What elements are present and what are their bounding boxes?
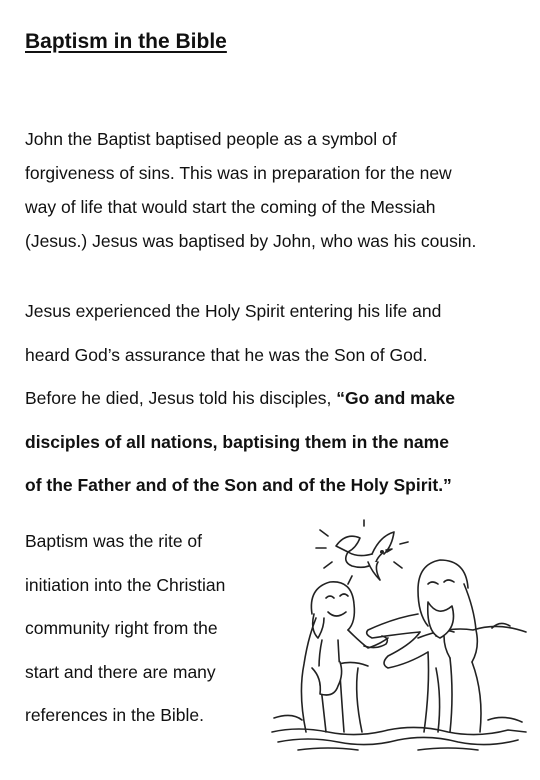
paragraph-line: start and there are many bbox=[25, 661, 216, 682]
paragraph-line: Baptism was the rite of bbox=[25, 531, 203, 551]
paragraph-line: (Jesus.) Jesus was baptised by John, who was his cousin. bbox=[25, 231, 477, 251]
paragraph-line: heard God’s assurance that he was the Son of God. bbox=[25, 344, 428, 365]
great-commission-quote: of the Father and of the Son and of the Holy Spirit.” bbox=[25, 475, 452, 495]
paragraph-line: John the Baptist baptised people as a symbol of bbox=[25, 129, 397, 149]
quote-intro: Before he died, Jesus told his disciples, bbox=[25, 388, 337, 408]
paragraph-rite-of-initiation bbox=[25, 520, 275, 738]
paragraph-holy-spirit bbox=[25, 290, 535, 508]
paragraph-line bbox=[25, 377, 535, 421]
great-commission-quote: “Go and make bbox=[336, 388, 455, 408]
paragraph-line: initiation into the Christian bbox=[25, 574, 226, 595]
paragraph-line: references in the Bible. bbox=[25, 705, 204, 725]
baptism-of-jesus-illustration-icon bbox=[268, 518, 530, 754]
dove-icon bbox=[316, 520, 408, 584]
paragraph-line: forgiveness of sins. This was in preparation for the new bbox=[25, 163, 452, 183]
paragraph-line: Jesus experienced the Holy Spirit entering his life and bbox=[25, 301, 442, 321]
john-figure bbox=[301, 582, 388, 732]
paragraph-line: way of life that would start the coming of the Messiah bbox=[25, 197, 436, 217]
great-commission-quote: disciples of all nations, baptising them in the name bbox=[25, 431, 449, 452]
paragraph-line: community right from the bbox=[25, 618, 218, 638]
river-water bbox=[272, 715, 526, 750]
paragraph-john-the-baptist bbox=[25, 122, 525, 258]
page-title: Baptism in the Bible bbox=[25, 30, 227, 53]
